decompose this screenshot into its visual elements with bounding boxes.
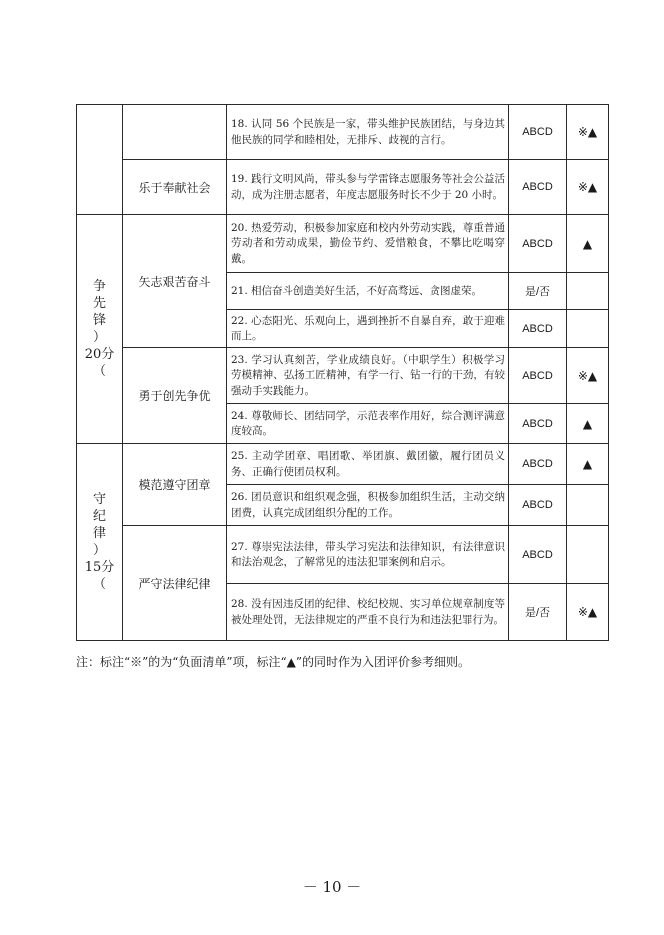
table-row [77, 444, 609, 485]
category-char: 争 [92, 279, 106, 294]
item-text: 23. 学习认真刻苦，学业成绩良好。（中职学生）积极学习劳模精神、弘扬工匠精神，有学一行、钻一行的干劲，有较强动手实践能力。 [227, 348, 509, 404]
grade-cell: ABCD [509, 215, 567, 273]
item-text: 24. 尊敬师长、团结同学，示范表率作用好，综合测评满意度较高。 [227, 404, 509, 444]
category-zhengxianfeng [77, 215, 123, 444]
mark-cell: ※▲ [567, 348, 609, 404]
mark-cell: ▲ [567, 215, 609, 273]
subcategory-cell: 模范遵守团章 [123, 444, 227, 526]
item-text: 27. 尊崇宪法法律，带头学习宪法和法律知识，有法律意识和法治观念，了解常见的违法犯罪案例和启示。 [227, 526, 509, 584]
page-number: － 10 － [302, 878, 362, 896]
grade-cell: ABCD [509, 485, 567, 526]
item-text: 21. 相信奋斗创造美好生活，不好高骛远、贪图虚荣。 [227, 273, 509, 310]
subcategory-cell: 乐于奉献社会 [123, 160, 227, 215]
footnote: 注：标注“※”的为“负面清单”项，标注“▲”的同时作为入团评价参考细则。 [76, 655, 471, 669]
category-char: （ [92, 364, 106, 379]
category-char: （ [92, 577, 106, 592]
mark-cell [567, 310, 609, 348]
grade-cell: ABCD [509, 105, 567, 160]
table-row [77, 348, 609, 404]
table-row [77, 160, 609, 215]
subcategory-cell: 矢志艰苦奋斗 [123, 215, 227, 348]
mark-cell [567, 526, 609, 584]
mark-cell: ※▲ [567, 160, 609, 215]
category-cell-continued [77, 105, 123, 215]
grade-cell: ABCD [509, 404, 567, 444]
item-text: 20. 热爱劳动，积极参加家庭和校内外劳动实践，尊重普通劳动者和劳动成果，勤俭节约、爱惜粮食，不攀比吃喝穿戴。 [227, 215, 509, 273]
grade-cell: 是/否 [509, 584, 567, 641]
grade-cell: ABCD [509, 160, 567, 215]
subcategory-cell-continued [123, 105, 227, 160]
subcategory-cell: 勇于创先争优 [123, 348, 227, 444]
subcategory-cell: 严守法律纪律 [123, 526, 227, 641]
mark-cell [567, 485, 609, 526]
mark-cell: ※▲ [567, 584, 609, 641]
mark-cell: ▲ [567, 404, 609, 444]
table-row [77, 526, 609, 584]
evaluation-table [76, 104, 609, 641]
category-char: 纪 [92, 509, 106, 524]
mark-cell: ▲ [567, 444, 609, 485]
mark-cell [567, 273, 609, 310]
category-char: 先 [92, 296, 106, 311]
category-score: 15分 [84, 560, 115, 575]
category-char: 守 [92, 492, 106, 507]
item-text: 22. 心态阳光、乐观向上，遇到挫折不自暴自弃，敢于迎难而上。 [227, 310, 509, 348]
item-text: 19. 践行文明风尚，带头参与学雷锋志愿服务等社会公益活动，成为注册志愿者，年度志愿服务时长不少于 20 小时。 [227, 160, 509, 215]
grade-cell: ABCD [509, 348, 567, 404]
category-shoujilv [77, 444, 123, 641]
grade-cell: 是/否 [509, 273, 567, 310]
item-text: 28. 没有因违反团的纪律、校纪校规、实习单位规章制度等被处理处罚，无法律规定的严重不良行为和违法犯罪行为。 [227, 584, 509, 641]
grade-cell: ABCD [509, 310, 567, 348]
grade-cell: ABCD [509, 526, 567, 584]
table-row [77, 105, 609, 160]
category-char: 锋 [92, 313, 106, 328]
item-text: 18. 认同 56 个民族是一家，带头维护民族团结，与身边其他民族的同学和睦相处，无排斥、歧视的言行。 [227, 105, 509, 160]
table-row [77, 215, 609, 273]
category-score: 20分 [84, 347, 115, 362]
item-text: 26. 团员意识和组织观念强，积极参加组织生活，主动交纳团费，认真完成团组织分配的工作。 [227, 485, 509, 526]
category-char: ） [92, 330, 106, 345]
grade-cell: ABCD [509, 444, 567, 485]
mark-cell: ※▲ [567, 105, 609, 160]
item-text: 25. 主动学团章、唱团歌、举团旗、戴团徽，履行团员义务、正确行使团员权利。 [227, 444, 509, 485]
category-char: ） [92, 543, 106, 558]
category-char: 律 [92, 526, 106, 541]
